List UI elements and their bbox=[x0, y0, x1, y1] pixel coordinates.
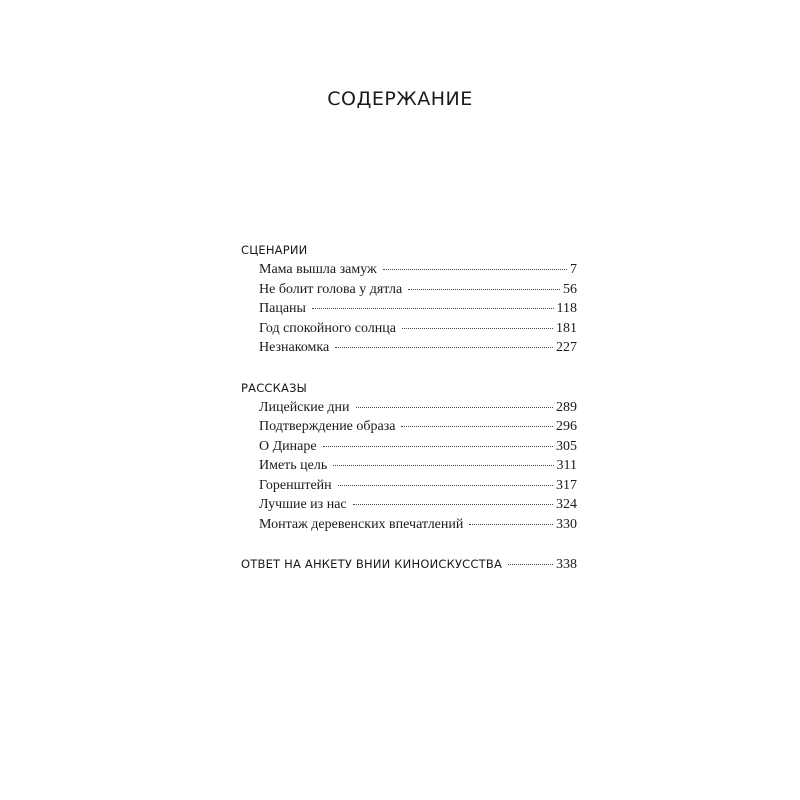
entry-title: Пацаны bbox=[259, 301, 306, 316]
entry-title: Горенштейн bbox=[259, 477, 332, 493]
toc-entry-final bbox=[241, 554, 577, 574]
section-entries bbox=[259, 398, 577, 535]
entry-page-number: 227 bbox=[556, 340, 577, 355]
entry-title: Монтаж деревенских впечатлений bbox=[259, 516, 464, 532]
toc-entry bbox=[259, 456, 577, 476]
entry-title: О Динаре bbox=[259, 438, 317, 454]
leader-dots bbox=[335, 347, 553, 348]
leader-dots bbox=[402, 328, 553, 329]
section-spacer bbox=[241, 358, 577, 378]
entry-title: Лицейские дни bbox=[259, 399, 350, 415]
section-stories bbox=[241, 378, 577, 535]
entry-page-number: 305 bbox=[556, 438, 577, 454]
entry-page-number: 311 bbox=[556, 458, 577, 473]
entry-title: Иметь цель bbox=[259, 458, 328, 473]
entry-title: Мама вышла замуж bbox=[259, 262, 377, 277]
toc-entry bbox=[259, 398, 577, 418]
entry-page-number: 324 bbox=[556, 497, 577, 512]
toc-entry bbox=[259, 280, 577, 300]
entry-page-number: 296 bbox=[556, 419, 577, 434]
toc-entry bbox=[259, 319, 577, 339]
entry-page-number: 181 bbox=[556, 320, 577, 336]
leader-dots bbox=[469, 524, 553, 525]
entry-title: Подтверждение образа bbox=[259, 419, 396, 434]
toc-entry bbox=[259, 476, 577, 496]
page-title: СОДЕРЖАНИЕ bbox=[327, 88, 473, 110]
leader-dots bbox=[323, 446, 553, 447]
toc-entry bbox=[259, 495, 577, 515]
section-heading: РАССКАЗЫ bbox=[241, 380, 308, 395]
leader-dots bbox=[408, 289, 560, 290]
entry-title: Незнакомка bbox=[259, 340, 330, 355]
entry-page-number: 289 bbox=[556, 399, 577, 415]
leader-dots bbox=[338, 485, 553, 486]
section-spacer bbox=[241, 534, 577, 554]
leader-dots bbox=[401, 426, 553, 427]
leader-dots bbox=[333, 465, 553, 466]
toc-entry bbox=[259, 515, 577, 535]
leader-dots bbox=[353, 504, 553, 505]
entry-title: ОТВЕТ НА АНКЕТУ ВНИИ КИНОИСКУССТВА bbox=[241, 557, 503, 571]
leader-dots bbox=[383, 269, 567, 270]
entry-page-number: 7 bbox=[570, 262, 577, 277]
leader-dots bbox=[312, 308, 554, 309]
entry-title: Лучшие из нас bbox=[259, 497, 347, 512]
leader-dots bbox=[356, 407, 553, 408]
toc-entry bbox=[259, 260, 577, 280]
entry-title: Не болит голова у дятла bbox=[259, 281, 403, 297]
section-heading: СЦЕНАРИИ bbox=[241, 243, 308, 257]
section-scenarios bbox=[241, 240, 577, 358]
toc-entry bbox=[259, 338, 577, 358]
entry-page-number: 338 bbox=[556, 557, 577, 572]
leader-dots bbox=[508, 564, 553, 565]
toc-entry bbox=[259, 299, 577, 319]
entry-page-number: 330 bbox=[556, 516, 577, 532]
entry-title: Год спокойного солнца bbox=[259, 320, 396, 336]
section-entries bbox=[259, 260, 577, 358]
table-of-contents bbox=[241, 240, 577, 574]
entry-page-number: 118 bbox=[556, 301, 577, 316]
toc-entry bbox=[259, 417, 577, 437]
toc-entry bbox=[259, 437, 577, 457]
entry-page-number: 317 bbox=[556, 477, 577, 493]
entry-page-number: 56 bbox=[563, 281, 577, 297]
